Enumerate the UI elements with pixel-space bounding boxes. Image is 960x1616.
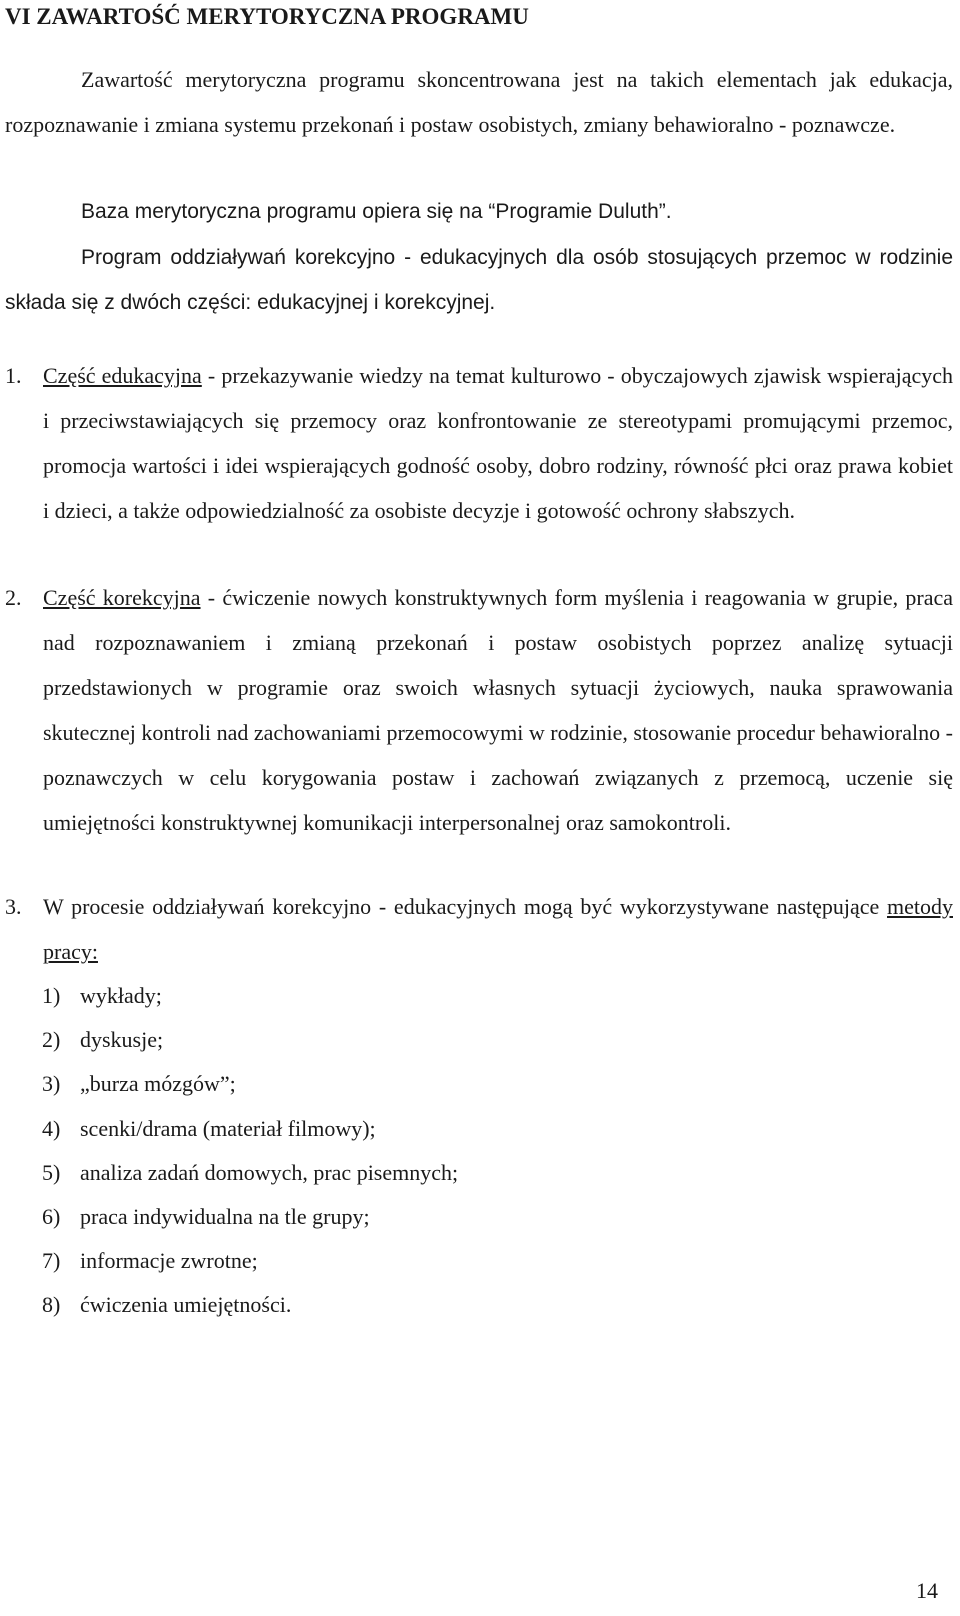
intro-paragraph-3 [5, 235, 953, 325]
method-text-8: ćwiczenia umiejętności. [80, 1292, 292, 1317]
method-number-3: 3) [42, 1071, 61, 1096]
method-number-6: 6) [42, 1204, 61, 1229]
method-item-7 [42, 1238, 258, 1283]
method-item-5 [42, 1150, 458, 1195]
methods-link: metody pracy: [43, 894, 953, 964]
section-heading: VI ZAWARTOŚĆ MERYTORYCZNA PROGRAMU [5, 4, 529, 29]
method-item-6 [42, 1194, 370, 1239]
list-item-2-label: Część korekcyjna [43, 585, 201, 610]
method-item-4 [42, 1106, 376, 1151]
list-item-1-text: - przekazywanie wiedzy na temat kulturowo - obyczajowych zjawisk wspierających i przeciwstawiających się przemocy oraz konfrontowanie ze stereotypami promującymi przemoc, promocja wartości i idei wspierających godność osoby, dobro rodziny, równość płci oraz prawa kobiet i dzieci, a także odpowiedzialność za osobiste decyzje i gotowość ochrony słabszych. [43, 363, 953, 523]
method-item-2 [42, 1017, 163, 1062]
page-number: 14 [916, 1578, 938, 1603]
list-item-2 [5, 575, 953, 845]
method-text-6: praca indywidualna na tle grupy; [80, 1204, 370, 1229]
list-item-3-number: 3. [5, 894, 22, 919]
method-text-5: analiza zadań domowych, prac pisemnych; [80, 1160, 459, 1185]
intro-paragraph-1-text: Zawartość merytoryczna programu skoncentrowana jest na takich elementach jak edukacja, rozpoznawanie i zmiana systemu przekonań i postaw osobistych, zmiany behawioralno - poznawcze. [5, 67, 953, 137]
intro-paragraph-2 [5, 189, 953, 234]
method-text-3: „burza mózgów”; [80, 1071, 236, 1096]
intro-paragraph-2-text: Baza merytoryczna programu opiera się na “Programie Duluth”. [81, 200, 672, 223]
list-item-2-number: 2. [5, 585, 22, 610]
list-item-1-number: 1. [5, 363, 22, 388]
method-number-1: 1) [42, 983, 61, 1008]
intro-paragraph-1 [5, 57, 953, 147]
list-item-1-label: Część edukacyjna [43, 363, 202, 388]
method-item-8 [42, 1282, 291, 1327]
method-number-4: 4) [42, 1116, 61, 1141]
list-item-3-text: W procesie oddziaływań korekcyjno - edukacyjnych mogą być wykorzystywane następujące [43, 894, 887, 919]
method-item-3 [42, 1061, 236, 1106]
intro-paragraph-3-text: Program oddziaływań korekcyjno - edukacyjnych dla osób stosujących przemoc w rodzinie składa się z dwóch części: edukacyjnej i korekcyjnej. [5, 246, 953, 314]
list-item-3 [5, 884, 953, 974]
method-item-1 [42, 973, 162, 1018]
method-number-8: 8) [42, 1292, 61, 1317]
method-text-4: scenki/drama (materiał filmowy); [80, 1116, 376, 1141]
method-text-2: dyskusje; [80, 1027, 164, 1052]
list-item-2-text: - ćwiczenie nowych konstruktywnych form myślenia i reagowania w grupie, praca nad rozpoznawaniem i zmianą przekonań i postaw osobistych poprzez analizę sytuacji przedstawionych w programie oraz swoich własnych sytuacji życiowych, nauka sprawowania skutecznej kontroli nad zachowaniami przemocowymi w rodzinie, stosowanie procedur behawioralno - poznawczych w celu korygowania postaw i zachowań związanych z przemocą, uczenie się umiejętności konstruktywnej komunikacji interpersonalnej oraz samokontroli. [43, 585, 953, 835]
method-number-2: 2) [42, 1027, 61, 1052]
list-item-1 [5, 353, 953, 533]
method-text-7: informacje zwrotne; [80, 1248, 258, 1273]
method-number-7: 7) [42, 1248, 61, 1273]
method-number-5: 5) [42, 1160, 61, 1185]
method-text-1: wykłady; [80, 983, 162, 1008]
